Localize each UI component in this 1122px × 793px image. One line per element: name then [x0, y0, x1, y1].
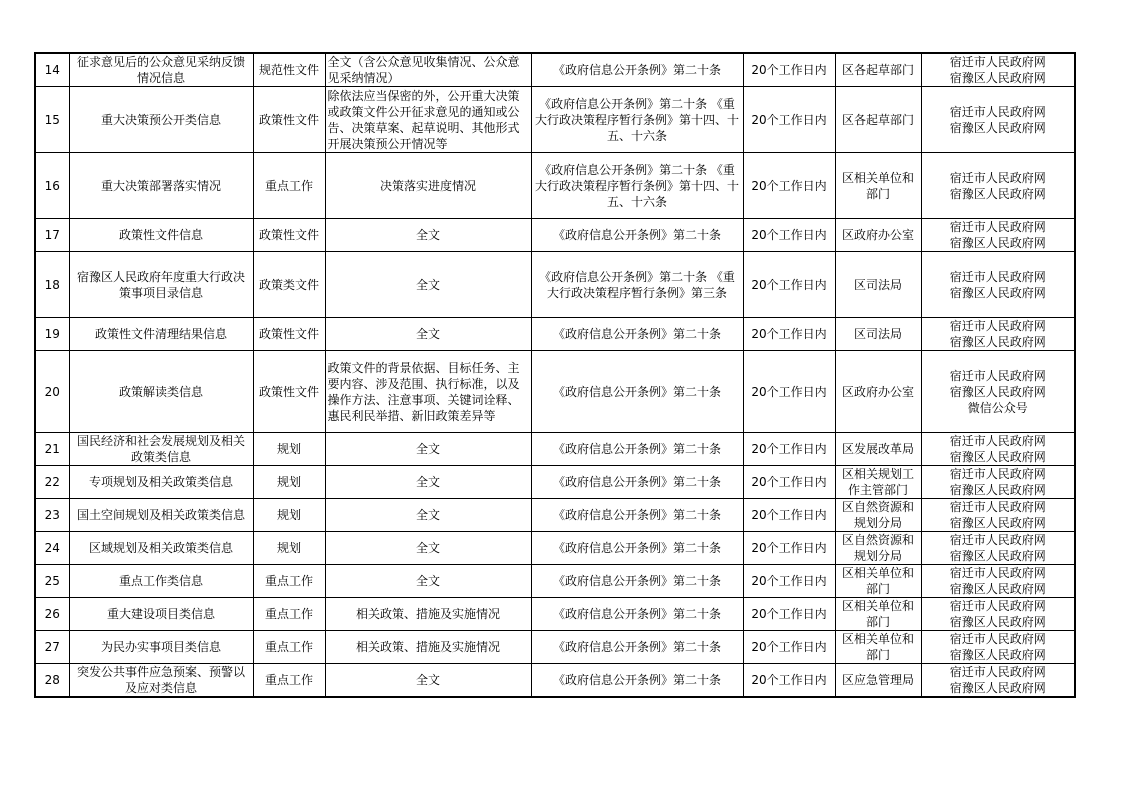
row-number: 22: [35, 466, 69, 499]
disclosure-time: 20个工作日内: [743, 318, 835, 351]
responsible-dept: 区政府办公室: [835, 219, 921, 252]
item-type: 政策性文件: [253, 219, 325, 252]
disclosure-time: 20个工作日内: [743, 153, 835, 219]
item-type: 重点工作: [253, 598, 325, 631]
disclosure-time: 20个工作日内: [743, 598, 835, 631]
row-number: 28: [35, 664, 69, 698]
item-content: 政策文件的背景依据、目标任务、主要内容、涉及范围、执行标准，以及操作方法、注意事项、关键词诠释、惠民利民举措、新旧政策差异等: [325, 351, 531, 433]
disclosure-channel: 宿迁市人民政府网 宿豫区人民政府网: [921, 252, 1075, 318]
responsible-dept: 区相关单位和部门: [835, 598, 921, 631]
disclosure-channel: 宿迁市人民政府网 宿豫区人民政府网: [921, 466, 1075, 499]
row-number: 24: [35, 532, 69, 565]
row-number: 15: [35, 87, 69, 153]
item-content: 决策落实进度情况: [325, 153, 531, 219]
item-content: 全文（含公众意见收集情况、公众意见采纳情况）: [325, 53, 531, 87]
item-type: 重点工作: [253, 565, 325, 598]
row-number: 20: [35, 351, 69, 433]
item-type: 规划: [253, 532, 325, 565]
responsible-dept: 区各起草部门: [835, 87, 921, 153]
item-type: 重点工作: [253, 153, 325, 219]
legal-basis: 《政府信息公开条例》第二十条: [531, 499, 743, 532]
item-content: 全文: [325, 318, 531, 351]
disclosure-channel: 宿迁市人民政府网 宿豫区人民政府网: [921, 499, 1075, 532]
row-number: 21: [35, 433, 69, 466]
disclosure-table: [34, 52, 1076, 698]
row-number: 23: [35, 499, 69, 532]
legal-basis: 《政府信息公开条例》第二十条: [531, 53, 743, 87]
item-type: 规划: [253, 466, 325, 499]
disclosure-time: 20个工作日内: [743, 499, 835, 532]
responsible-dept: 区自然资源和规划分局: [835, 532, 921, 565]
disclosure-time: 20个工作日内: [743, 565, 835, 598]
disclosure-channel: 宿迁市人民政府网 宿豫区人民政府网: [921, 153, 1075, 219]
row-number: 25: [35, 565, 69, 598]
disclosure-time: 20个工作日内: [743, 466, 835, 499]
legal-basis: 《政府信息公开条例》第二十条: [531, 433, 743, 466]
table-row: [35, 153, 1075, 219]
table-row: [35, 631, 1075, 664]
disclosure-channel: 宿迁市人民政府网 宿豫区人民政府网: [921, 219, 1075, 252]
legal-basis: 《政府信息公开条例》第二十条: [531, 318, 743, 351]
legal-basis: 《政府信息公开条例》第二十条: [531, 565, 743, 598]
responsible-dept: 区相关单位和部门: [835, 565, 921, 598]
item-content: 相关政策、措施及实施情况: [325, 631, 531, 664]
item-content: 全文: [325, 499, 531, 532]
item-content: 全文: [325, 466, 531, 499]
table-row: [35, 598, 1075, 631]
row-number: 16: [35, 153, 69, 219]
disclosure-channel: 宿迁市人民政府网 宿豫区人民政府网: [921, 433, 1075, 466]
item-name: 政策性文件信息: [69, 219, 253, 252]
responsible-dept: 区政府办公室: [835, 351, 921, 433]
table-row: [35, 53, 1075, 87]
responsible-dept: 区各起草部门: [835, 53, 921, 87]
table-row: [35, 433, 1075, 466]
item-name: 重大决策部署落实情况: [69, 153, 253, 219]
legal-basis: 《政府信息公开条例》第二十条: [531, 219, 743, 252]
disclosure-channel: 宿迁市人民政府网 宿豫区人民政府网: [921, 565, 1075, 598]
item-name: 政策性文件清理结果信息: [69, 318, 253, 351]
table-row: [35, 252, 1075, 318]
legal-basis: 《政府信息公开条例》第二十条 《重大行政决策程序暂行条例》第十四、十五、十六条: [531, 87, 743, 153]
disclosure-channel: 宿迁市人民政府网 宿豫区人民政府网: [921, 318, 1075, 351]
legal-basis: 《政府信息公开条例》第二十条: [531, 351, 743, 433]
item-type: 政策性文件: [253, 87, 325, 153]
table-row: [35, 532, 1075, 565]
item-type: 政策性文件: [253, 351, 325, 433]
table-row: [35, 318, 1075, 351]
disclosure-channel: 宿迁市人民政府网 宿豫区人民政府网: [921, 664, 1075, 698]
item-name: 为民办实事项目类信息: [69, 631, 253, 664]
disclosure-time: 20个工作日内: [743, 433, 835, 466]
table-row: [35, 664, 1075, 698]
disclosure-time: 20个工作日内: [743, 351, 835, 433]
disclosure-channel: 宿迁市人民政府网 宿豫区人民政府网: [921, 598, 1075, 631]
responsible-dept: 区司法局: [835, 318, 921, 351]
table-row: [35, 219, 1075, 252]
disclosure-time: 20个工作日内: [743, 219, 835, 252]
item-type: 政策类文件: [253, 252, 325, 318]
legal-basis: 《政府信息公开条例》第二十条: [531, 532, 743, 565]
legal-basis: 《政府信息公开条例》第二十条: [531, 631, 743, 664]
item-content: 全文: [325, 565, 531, 598]
item-content: 全文: [325, 219, 531, 252]
legal-basis: 《政府信息公开条例》第二十条 《重大行政决策程序暂行条例》第十四、十五、十六条: [531, 153, 743, 219]
item-name: 国土空间规划及相关政策类信息: [69, 499, 253, 532]
item-name: 重点工作类信息: [69, 565, 253, 598]
legal-basis: 《政府信息公开条例》第二十条 《重大行政决策程序暂行条例》第三条: [531, 252, 743, 318]
item-type: 规范性文件: [253, 53, 325, 87]
item-name: 国民经济和社会发展规划及相关政策类信息: [69, 433, 253, 466]
row-number: 27: [35, 631, 69, 664]
item-content: 全文: [325, 532, 531, 565]
item-type: 规划: [253, 499, 325, 532]
disclosure-channel: 宿迁市人民政府网 宿豫区人民政府网: [921, 53, 1075, 87]
item-name: 区域规划及相关政策类信息: [69, 532, 253, 565]
item-name: 征求意见后的公众意见采纳反馈情况信息: [69, 53, 253, 87]
responsible-dept: 区发展改革局: [835, 433, 921, 466]
disclosure-time: 20个工作日内: [743, 631, 835, 664]
legal-basis: 《政府信息公开条例》第二十条: [531, 466, 743, 499]
item-content: 全文: [325, 433, 531, 466]
item-name: 宿豫区人民政府年度重大行政决策事项目录信息: [69, 252, 253, 318]
item-type: 规划: [253, 433, 325, 466]
item-content: 相关政策、措施及实施情况: [325, 598, 531, 631]
row-number: 14: [35, 53, 69, 87]
table-row: [35, 87, 1075, 153]
disclosure-time: 20个工作日内: [743, 53, 835, 87]
item-name: 专项规划及相关政策类信息: [69, 466, 253, 499]
row-number: 26: [35, 598, 69, 631]
item-type: 重点工作: [253, 664, 325, 698]
item-name: 突发公共事件应急预案、预警以及应对类信息: [69, 664, 253, 698]
responsible-dept: 区相关单位和部门: [835, 153, 921, 219]
disclosure-time: 20个工作日内: [743, 532, 835, 565]
disclosure-channel: 宿迁市人民政府网 宿豫区人民政府网 微信公众号: [921, 351, 1075, 433]
table-row: [35, 499, 1075, 532]
item-name: 政策解读类信息: [69, 351, 253, 433]
row-number: 18: [35, 252, 69, 318]
table-row: [35, 351, 1075, 433]
table-row: [35, 466, 1075, 499]
item-type: 政策性文件: [253, 318, 325, 351]
responsible-dept: 区相关规划工作主管部门: [835, 466, 921, 499]
responsible-dept: 区司法局: [835, 252, 921, 318]
item-name: 重大建设项目类信息: [69, 598, 253, 631]
item-name: 重大决策预公开类信息: [69, 87, 253, 153]
table-row: [35, 565, 1075, 598]
disclosure-time: 20个工作日内: [743, 252, 835, 318]
item-content: 全文: [325, 252, 531, 318]
legal-basis: 《政府信息公开条例》第二十条: [531, 664, 743, 698]
disclosure-channel: 宿迁市人民政府网 宿豫区人民政府网: [921, 87, 1075, 153]
responsible-dept: 区相关单位和部门: [835, 631, 921, 664]
item-content: 全文: [325, 664, 531, 698]
disclosure-time: 20个工作日内: [743, 664, 835, 698]
row-number: 19: [35, 318, 69, 351]
responsible-dept: 区自然资源和规划分局: [835, 499, 921, 532]
responsible-dept: 区应急管理局: [835, 664, 921, 698]
row-number: 17: [35, 219, 69, 252]
item-content: 除依法应当保密的外，公开重大决策或政策文件公开征求意见的通知或公告、决策草案、起草说明、其他形式开展决策预公开情况等: [325, 87, 531, 153]
item-type: 重点工作: [253, 631, 325, 664]
disclosure-time: 20个工作日内: [743, 87, 835, 153]
disclosure-channel: 宿迁市人民政府网 宿豫区人民政府网: [921, 532, 1075, 565]
disclosure-channel: 宿迁市人民政府网 宿豫区人民政府网: [921, 631, 1075, 664]
legal-basis: 《政府信息公开条例》第二十条: [531, 598, 743, 631]
